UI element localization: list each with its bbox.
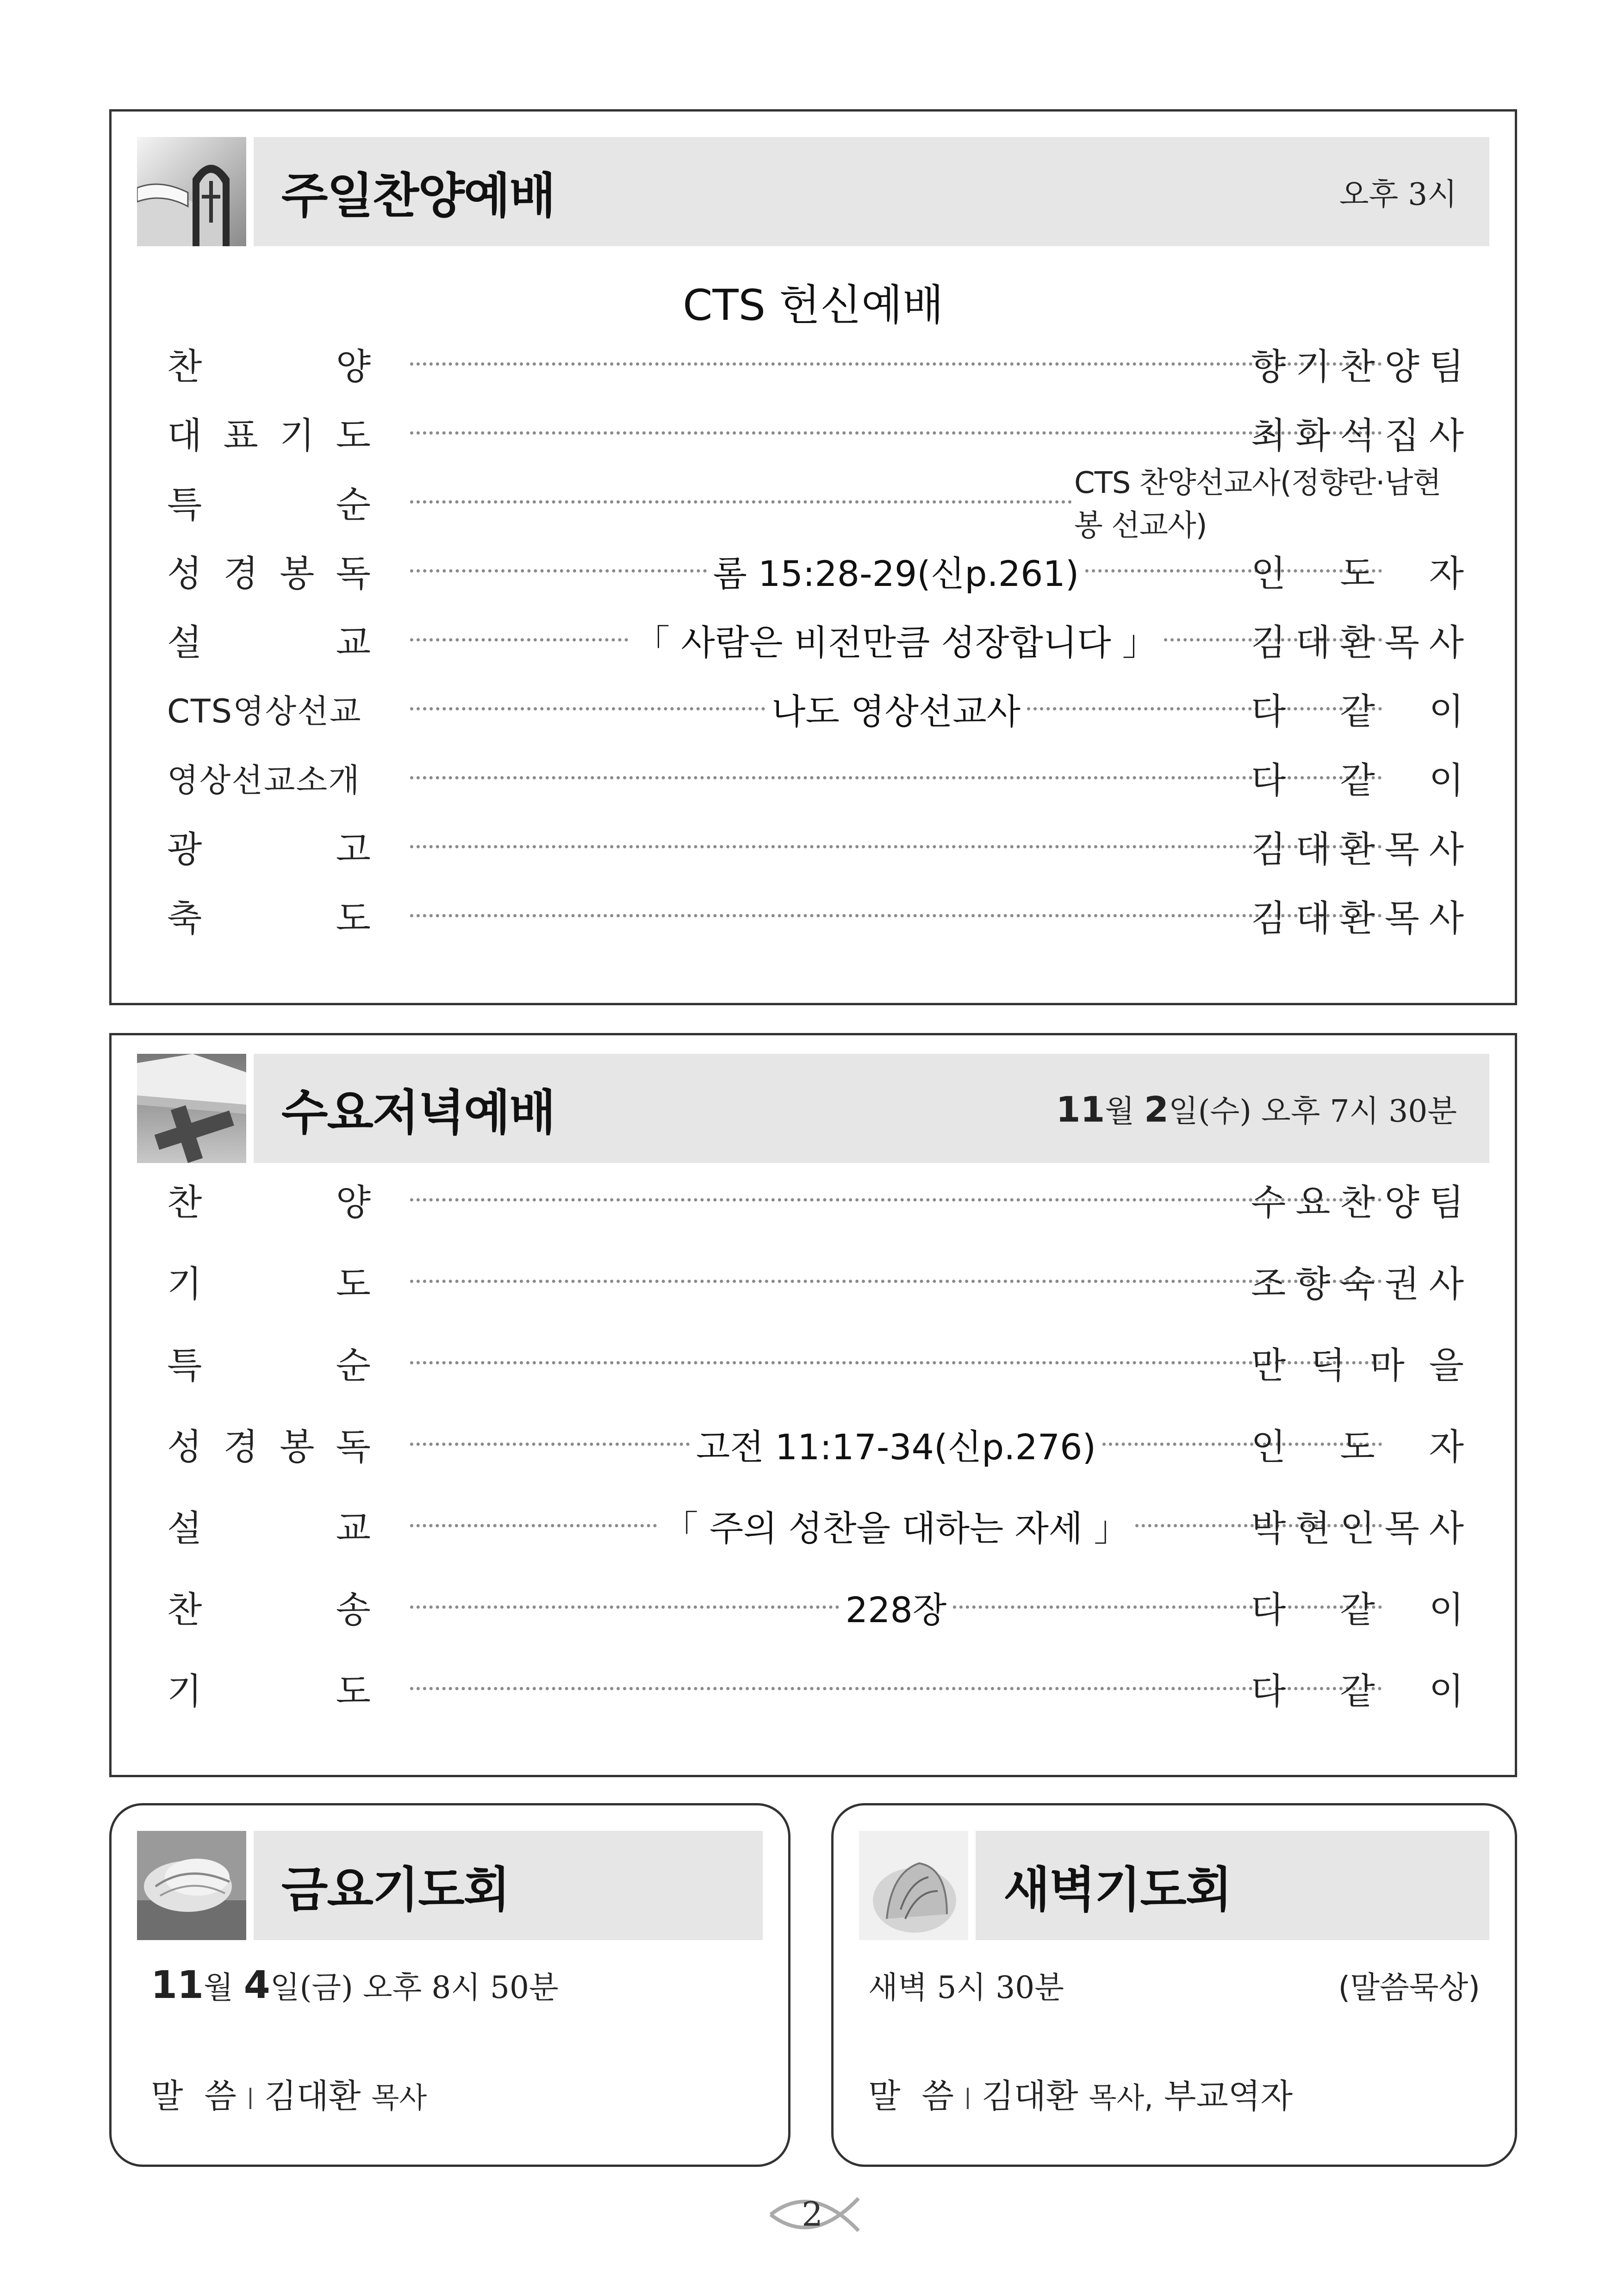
order-content: 나도 영상선교사 [771,691,1021,732]
friday-header [137,1831,763,1940]
order-label-char: 독 [336,553,371,595]
bible-window-icon [137,137,246,246]
order-person-char: 팀 [1429,1182,1464,1224]
order-label-char: 대 [167,415,202,457]
order-person-char: 이 [1429,760,1464,802]
wednesday-month-unit: 월 [1105,1093,1135,1129]
order-person-char: 환 [1340,622,1375,664]
order-content: 「 사람은 비전만큼 성장합니다 」 [635,622,1157,663]
dot-leader [410,821,1382,872]
order-person-char: 같 [1340,691,1375,733]
order-person-char: 같 [1340,1589,1375,1631]
sunday-header [137,137,1489,246]
sunday-worship-box [109,109,1517,1005]
divider [967,2088,969,2109]
dot-leader [410,890,1382,941]
order-person-char: 덕 [1310,1345,1345,1387]
dawn-preacher: 김대환 [981,2077,1078,2116]
order-row [167,614,1464,665]
dot-line [410,1524,657,1527]
dawn-sermon-label: 말 씀 [868,2077,954,2116]
order-label-char: 설 [167,1508,202,1549]
sunday-time: 오후 3시 [1339,176,1457,212]
order-person-char: 사 [1429,1508,1464,1549]
order-person [1251,338,1464,389]
order-label-char: 특 [167,1345,202,1387]
friday-date-rest: 일(금) 오후 8시 50분 [270,1970,559,2005]
order-label [167,476,371,527]
order-person-char: 찬 [1340,1182,1375,1224]
order-label [167,1256,371,1307]
dot-leader [410,476,1072,527]
wednesday-month: 11 [1056,1089,1105,1130]
order-person-char: 도 [1340,1426,1375,1468]
dot-line [410,845,1382,848]
order-person-char: 사 [1429,622,1464,664]
order-label-char: 도 [336,415,371,457]
order-person-char: 인 [1251,1426,1286,1468]
order-person-char: 목 [1384,1508,1419,1549]
order-label-char: 독 [336,1426,371,1468]
order-label-char: 봉 [280,1426,315,1468]
order-row [167,1337,1464,1388]
order-label-char: 특 [167,484,202,526]
dot-leader [410,752,1382,803]
order-person-char: 찬 [1340,346,1375,388]
order-person-char: 사 [1429,829,1464,871]
order-label-char: 도 [336,1671,371,1712]
order-person-char: 마 [1369,1345,1405,1387]
dot-line [410,776,1382,779]
order-person-char: 같 [1340,1671,1375,1712]
friday-title: 금요기도회 [281,1861,510,1918]
dawn-title: 새벽기도회 [1003,1861,1232,1918]
order-label [167,1500,371,1551]
order-row [167,545,1464,596]
dawn-prayer-box [831,1803,1517,2167]
dot-leader [410,545,1382,596]
order-row [167,683,1464,734]
order-person-char: 목 [1384,829,1419,871]
order-person [1251,1174,1464,1225]
wednesday-title-band [254,1054,1489,1163]
order-label-char: 봉 [280,553,315,595]
order-label [167,407,371,458]
order-row [167,821,1464,872]
order-label [167,1174,371,1225]
order-row [167,1500,1464,1551]
friday-preacher: 김대환 [264,2077,361,2116]
dot-leader [410,1500,1382,1551]
order-person-char: 인 [1251,553,1286,595]
order-person [1251,545,1464,596]
friday-preacher-title: 목사 [371,2081,427,2115]
sunday-title: 주일찬양예배 [281,168,555,224]
divider [249,2088,251,2109]
order-person-char: 집 [1384,415,1419,457]
order-person-char: 현 [1295,1508,1331,1549]
order-person [1251,890,1464,941]
order-row [167,1256,1464,1307]
order-person-char: 김 [1251,898,1286,940]
friday-title-band [254,1831,763,1940]
order-person-char: 사 [1429,1263,1464,1305]
wednesday-date-rest: 일(수) 오후 7시 30분 [1169,1093,1457,1129]
order-person-char: 다 [1251,1671,1286,1712]
order-label-char: 도 [336,1263,371,1305]
dot-line [410,914,1382,917]
wednesday-header [137,1054,1489,1163]
order-person-char: 다 [1251,1589,1286,1631]
friday-day: 4 [243,1963,270,2007]
order-person-char: 인 [1340,1508,1375,1549]
dot-line [410,1361,1382,1364]
order-person-char: 수 [1251,1182,1286,1224]
order-person-char: 대 [1295,898,1331,940]
order-person-char: 권 [1384,1263,1419,1305]
order-content: 롬 15:28-29(신p.261) [713,553,1079,594]
order-person-char: 사 [1429,898,1464,940]
order-person-char: 자 [1429,553,1464,595]
page-number [766,2184,877,2245]
order-person-char: 김 [1251,622,1286,664]
order-person-char: 팀 [1429,346,1464,388]
order-person-char: 향 [1295,1263,1331,1305]
order-label-char: 찬 [167,1589,202,1631]
order-row [167,1663,1464,1714]
order-content: 「 주의 성찬을 대하는 자세 」 [663,1507,1129,1549]
order-label-char: 기 [167,1263,202,1305]
dot-leader [410,407,1382,458]
dot-leader [410,1419,1382,1469]
order-label-char: 광 [167,829,202,871]
order-content: 고전 11:17-34(신p.276) [696,1426,1096,1468]
dot-line [410,1443,690,1446]
order-label: CTS영상선교 [167,692,362,730]
order-row [167,1581,1464,1632]
order-row [167,338,1464,389]
order-person: CTS 찬양선교사(정향란·남현봉 선교사) [1074,466,1441,543]
order-person-char: 이 [1429,1671,1464,1712]
order-person [1251,407,1464,458]
order-person-char: 목 [1384,898,1419,940]
order-person-char: 다 [1251,691,1286,733]
dawn-preacher-extra: 부교역자 [1164,2077,1293,2116]
order-label-char: 도 [336,898,371,940]
order-person-char: 석 [1340,415,1375,457]
order-row [167,466,1464,543]
order-person [1251,1256,1464,1307]
dot-leader [410,1663,1382,1714]
dot-line [410,1198,1382,1201]
order-person-char: 목 [1384,622,1419,664]
order-person-char: 대 [1295,829,1331,871]
dawn-time: 새벽 5시 30분 [868,1970,1064,2005]
dawn-preacher-title: 목사, [1089,2081,1153,2115]
order-label-char: 순 [336,484,371,526]
dot-line [410,1280,1382,1283]
order-label-char: 양 [336,346,371,388]
dot-line [410,362,1382,366]
order-label [167,1419,371,1469]
dot-line [410,569,707,572]
dot-leader [410,1581,1382,1632]
order-person-char: 같 [1340,760,1375,802]
order-row [167,1174,1464,1225]
dot-line [410,1605,839,1609]
friday-month: 11 [151,1963,204,2007]
order-person-char: 다 [1251,760,1286,802]
page-number-text: 2 [802,2195,823,2234]
order-person-char: 화 [1295,415,1331,457]
wednesday-worship-box [109,1033,1517,1777]
friday-prayer-box [109,1803,790,2167]
order-person-char: 양 [1384,346,1419,388]
dawn-title-band [976,1831,1489,1940]
order-person-char: 숙 [1340,1263,1375,1305]
order-label [167,1581,371,1632]
friday-date [151,1963,559,2007]
order-person-char: 만 [1251,1345,1286,1387]
order-row [167,407,1464,458]
order-person-char: 을 [1429,1345,1464,1387]
dawn-note: (말씀묵상) [1338,1970,1480,2005]
order-label-char: 기 [280,415,315,457]
order-label-char: 설 [167,622,202,664]
order-label-char: 성 [167,1426,202,1468]
friday-month-unit: 월 [204,1970,233,2005]
order-person-char: 도 [1340,553,1375,595]
order-label-char: 고 [336,829,371,871]
order-person-char: 이 [1429,1589,1464,1631]
wednesday-day: 2 [1144,1089,1169,1130]
order-label [167,890,371,941]
order-label-char: 표 [223,415,258,457]
dot-line [410,1687,1382,1690]
order-person-char: 환 [1340,898,1375,940]
order-label [167,545,371,596]
dot-line [410,500,1072,504]
order-person-char: 향 [1251,346,1286,388]
order-person-char: 양 [1384,1182,1419,1224]
order-person [1251,1663,1464,1714]
bible-cross-icon [137,1054,246,1163]
dawn-sermon [868,2069,1293,2117]
order-person-char: 박 [1251,1508,1286,1549]
dawn-header [859,1831,1489,1940]
order-content: 228장 [845,1589,947,1630]
order-label-char: 축 [167,898,202,940]
order-label-char: 양 [336,1182,371,1224]
order-person [1251,1337,1464,1388]
dot-leader [410,683,1382,734]
order-label-char: 경 [223,553,258,595]
dot-leader [410,1256,1382,1307]
order-person-char: 최 [1251,415,1286,457]
order-label: 영상선교소개 [167,761,361,799]
order-label [167,1337,371,1388]
order-person [1251,821,1464,872]
order-person-char: 이 [1429,691,1464,733]
folded-hands-icon [859,1831,968,1940]
order-person-char: 사 [1429,415,1464,457]
dot-line [410,638,628,641]
order-label-char: 경 [223,1426,258,1468]
wednesday-date [1056,1087,1457,1131]
order-person [1251,1419,1464,1469]
sunday-title-band [254,137,1489,246]
praying-hands-icon [137,1831,246,1940]
dot-line [410,431,1382,435]
order-label-char: 교 [336,1508,371,1549]
order-person-char: 조 [1251,1263,1286,1305]
order-row [167,1419,1464,1469]
order-person [1251,614,1464,665]
dot-leader [410,1337,1382,1388]
order-person-char: 자 [1429,1426,1464,1468]
order-row [167,890,1464,941]
order-label [167,1663,371,1714]
dot-line [410,707,765,710]
dot-leader [410,614,1382,665]
order-person-char: 대 [1295,622,1331,664]
order-label-char: 찬 [167,1182,202,1224]
order-person [1251,752,1464,803]
order-label [167,821,371,872]
order-person-char: 기 [1295,346,1331,388]
order-person-char: 환 [1340,829,1375,871]
friday-sermon-label: 말 씀 [151,2077,236,2116]
order-person-char: 김 [1251,829,1286,871]
sunday-subtitle: CTS 헌신예배 [683,280,944,330]
dot-leader [410,1174,1382,1225]
order-label-char: 교 [336,622,371,664]
order-label [167,338,371,389]
order-label-char: 찬 [167,346,202,388]
order-row [167,752,1464,803]
order-person [1251,1500,1464,1551]
order-label-char: 송 [336,1589,371,1631]
order-person [1251,683,1464,734]
order-label-char: 성 [167,553,202,595]
order-label-char: 기 [167,1671,202,1712]
wednesday-title: 수요저녁예배 [281,1084,555,1141]
friday-sermon [151,2069,427,2117]
order-person-char: 요 [1295,1182,1331,1224]
order-label-char: 순 [336,1345,371,1387]
dot-leader [410,338,1382,389]
order-person [1251,1581,1464,1632]
order-label [167,614,371,665]
